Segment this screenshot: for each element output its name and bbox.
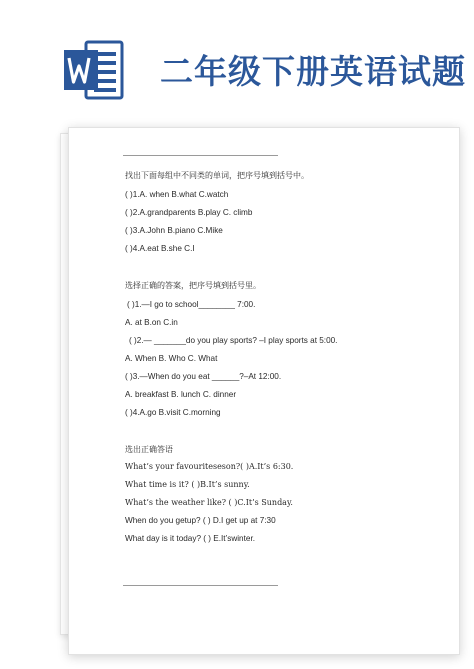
section-2-item: ( )1.—I go to school________ 7:00. [127,300,256,309]
section-2-item: ( )2.— _______do you play sports? –I play sports at 5:00. [129,336,338,345]
section-3-item: What’s the weather like? ( )C.It’s Sunday. [125,498,293,507]
bottom-divider [123,585,278,586]
section-1-instruction: 找出下面每组中不同类的单词，把序号填到括号中。 [125,171,309,180]
section-2-instruction: 选择正确的答案，把序号填到括号里。 [125,281,261,290]
section-3-item: What day is it today? ( ) E.It’swinter. [125,534,255,543]
section-3-item: What time is it? ( )B.It’s sunny. [125,480,250,489]
header-banner [0,0,474,120]
section-1-item: ( )1.A. when B.what C.watch [125,190,229,199]
section-1-item: ( )4.A.eat B.she C.I [125,244,195,253]
section-2-item: A. at B.on C.in [125,318,178,327]
section-2-item: ( )3.—When do you eat ______?–At 12:00. [125,372,282,381]
section-2-item: A. When B. Who C. What [125,354,218,363]
section-3-instruction: 选出正确答语 [125,445,173,454]
section-3-item: When do you getup? ( ) D.I get up at 7:30 [125,516,276,525]
word-icon [62,38,126,102]
section-3-item: What’s your favouriteseson?( )A.It’s 6:30. [125,462,294,471]
document-title: 二年级下册英语试题 [160,52,466,91]
section-2-item: A. breakfast B. lunch C. dinner [125,390,237,399]
section-1-item: ( )2.A.grandparents B.play C. climb [125,208,253,217]
section-1-item: ( )3.A.John B.piano C.Mike [125,226,223,235]
top-divider [123,155,278,156]
section-2-item: ( )4.A.go B.visit C.morning [125,408,221,417]
document-page [68,127,460,655]
